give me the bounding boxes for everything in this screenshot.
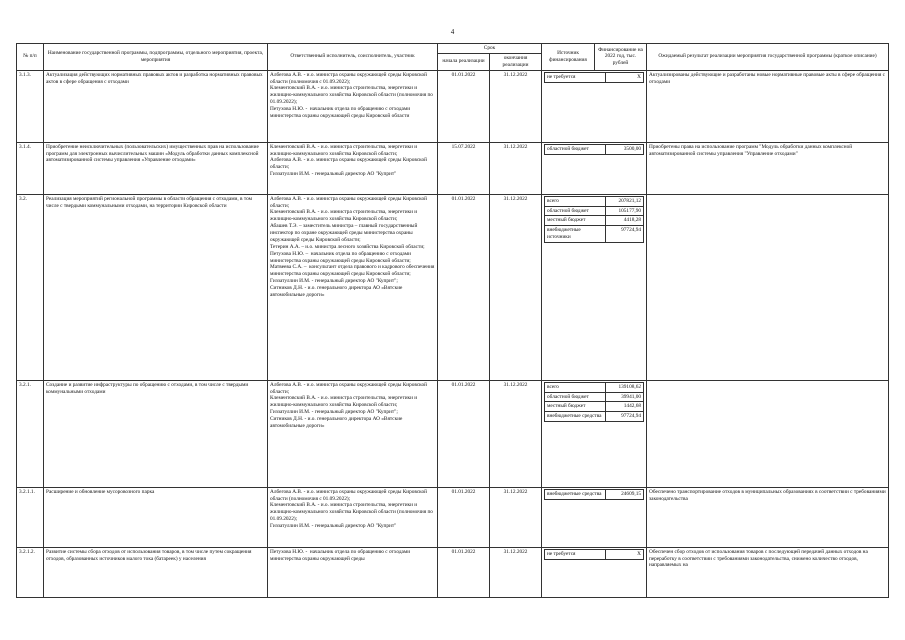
row-end-date: 31.12.2022 [490,194,542,380]
funding-table [544,382,644,423]
executor-line: Матвеева С.А. – консультант отдела правового и кадрового обеспечения министерства охраны окружающей среды Кировской области; [270,264,436,278]
row-executors [268,142,438,194]
funding-amount: 24609,15 [606,489,644,499]
row-result: Обеспечено транспортирование отходов в муниципальных образованиях в соответствии с требованиями законодательства [647,487,889,547]
row-end-date: 31.12.2022 [490,70,542,142]
row-name: Создание и развитие инфраструктуры по обращению с отходами, в том числе с твердыми коммунальными отходами [44,380,268,487]
funding-amount: 139108,62 [606,382,644,392]
program-table [16,43,889,598]
header-term: Срок [438,44,542,54]
page-number: 4 [450,28,455,36]
row-funding [542,142,647,194]
row-start-date: 15.07.2022 [438,142,490,194]
executor-line: Клементовский В.А. - и.о. министра строительства, энергетики и жилищно-коммунального хозяйства Кировской области; [270,395,419,409]
funding-line [545,382,644,392]
funding-amount: 39941,00 [606,392,644,402]
funding-source: областной бюджет [545,144,606,154]
table-row [17,547,889,597]
funding-line [545,392,644,402]
row-name: Развитие системы сбора отходов от использования товаров, в том числе путем сокращения отходов, образованных источников малого тока (батареек) у населения [44,547,268,597]
header-executor: Ответственный исполнитель, соисполнитель, участник [268,44,438,71]
row-end-date: 31.12.2022 [490,547,542,597]
funding-source: местный бюджет [545,216,606,226]
row-number: 3.1.3. [17,70,44,142]
funding-table [544,196,644,243]
row-executors [268,487,438,547]
funding-source: внебюджетные средства [545,489,606,499]
table-row [17,70,889,142]
header-num: № п/п [17,44,44,71]
table-row [17,487,889,547]
funding-line [545,206,644,216]
funding-line [545,216,644,226]
executor-line: Петухова Н.Ю. – начальник отдела по обращению с отходами министерства охраны окружающей среды Кировской области; [270,250,413,264]
row-start-date: 01.01.2022 [438,487,490,547]
row-executors [268,547,438,597]
funding-source: внебюджетные источники [545,226,606,243]
funding-table [544,489,644,500]
row-result: Актуализированы действующие и разработаны новые нормативные правовые акты в сфере обращения с отходами [647,70,889,142]
header-start: начала реализации [438,53,490,70]
row-start-date: 01.01.2022 [438,194,490,380]
executor-line: Тетерин А.А. – и.о. министра лесного хозяйства Кировской области; [270,243,425,250]
header-name: Наименование государственной программы, подпрограммы, отдельного мероприятия, проекта, мероприятия [44,44,268,71]
row-number: 3.2.1.2. [17,547,44,597]
row-number: 3.1.4. [17,142,44,194]
funding-line [545,412,644,422]
funding-amount: 97724,94 [606,412,644,422]
row-name: Расширение и обновление мусоровозного парка [44,487,268,547]
funding-source: внебюджетные средства [545,412,606,422]
executor-line: Албегова А.В. - и.о. министра охраны окружающей среды Кировской области; [270,195,429,209]
row-funding [542,487,647,547]
funding-amount: 207821,12 [606,196,644,206]
funding-source: не требуется [545,549,606,559]
executor-line: Албегова А.В. - и.о. министра охраны окружающей среды Кировской области; [270,381,429,395]
executor-line: Ситников Д.Н. - и.о. генерального директора АО «Вятские автомобильные дороги» [270,416,404,429]
funding-line [545,226,644,243]
executor-line: Албегова А.В. - и.о. министра охраны окружающей среды Кировской области; [270,157,429,171]
row-result: Приобретены права на использование программ "Модуль обработки данных комплексной автоматизированной системы управления "Управление отходами" [647,142,889,194]
row-name: Актуализация действующих нормативных правовых актов и разработка нормативных правовых актов в сфере обращения с отходами [44,70,268,142]
header-funding: Финансирование на 2022 год, тыс. рублей [595,44,647,71]
funding-source: всего [545,382,606,392]
funding-line [545,72,644,82]
funding-amount: 105177,90 [606,206,644,216]
funding-amount: 3500,00 [606,144,644,154]
table-row [17,194,889,380]
row-number: 3.2.1.1. [17,487,44,547]
funding-table [544,549,644,560]
executor-line: Гиззатуллин И.М. - генеральный директор АО "Куприт"; [270,409,398,416]
executor-line: Петухова Н.Ю. - начальник отдела по обращению с отходами министерства охраны окружающей среды Кировской области [270,106,412,119]
funding-line [545,196,644,206]
funding-table [544,144,644,155]
row-result: Обеспечен сбор отходов от использования товаров с последующей передачей данных отходов на переработку в соответствии с требованиями законодательства, снижено количество отходов, направляемых на [647,547,889,597]
executor-line: Клементовский В.А. - и.о. министра строительства, энергетики и жилищно-коммунального хозяйства Кировской области (полномочия по 01.09.2022); [270,85,435,106]
row-end-date: 31.12.2022 [490,142,542,194]
funding-source: не требуется [545,72,606,82]
executor-line: Гиззатуллин И.М. - генеральный директор АО "Куприт" [270,171,397,178]
header-end: окончания реализации [490,53,542,70]
row-start-date: 01.01.2022 [438,70,490,142]
row-name: Приобретение неисключительных (пользовательских) имущественных прав на использование программ для электронных вычислительных машин «Модуль обработки данных комплексной автоматизированной системы управления «Управление отходами» [44,142,268,194]
header-source: Источник финансирования [542,44,595,71]
row-funding [542,70,647,142]
executor-line: Гиззатуллин И.М. - генеральный директор АО "Куприт" [270,523,397,529]
row-end-date: 31.12.2022 [490,487,542,547]
row-executors [268,194,438,380]
executor-line: Клементовский В.А. - и.о. министра строительства, энергетики и жилищно-коммунального хозяйства Кировской области (полномочия по 01.09.2022); [270,502,435,523]
executor-line: Петухова Н.Ю. - начальник отдела по обращению с отходами министерства охраны окружающей среды [270,548,412,562]
funding-source: местный бюджет [545,402,606,412]
row-funding [542,194,647,380]
executor-line: Клементовский В.А. - и.о. министра строительства, энергетики и жилищно-коммунального хозяйства Кировской области; [270,209,419,223]
row-executors [268,380,438,487]
executor-line: Ситников Д.Н. - и.о. генерального директора АО «Вятские автомобильные дороги» [270,285,404,298]
funding-amount: 4418,28 [606,216,644,226]
funding-table [544,72,644,83]
funding-line [545,549,644,559]
row-start-date: 01.01.2022 [438,547,490,597]
funding-amount: X [606,72,644,82]
row-number: 3.2. [17,194,44,380]
funding-amount: 97724,94 [606,226,644,243]
funding-line [545,489,644,499]
row-result [647,380,889,487]
funding-source: областной бюджет [545,206,606,216]
table-row [17,380,889,487]
row-start-date: 01.01.2022 [438,380,490,487]
executor-line: Абашев Т.Э. – заместитель министра – главный государственный инспектор по охране окружающей среды министерства охраны окружающей среды Кировской области; [270,223,419,243]
header-row [17,44,889,54]
funding-amount: X [606,549,644,559]
funding-source: областной бюджет [545,392,606,402]
header-result: Ожидаемый результат реализации мероприятия государственной программы (краткое описание) [647,44,889,71]
executor-line: Гиззатуллин И.М. - генеральный директор АО "Куприт"; [270,278,398,285]
executor-line: Албегова А.В. - и.о. министра охраны окружающей среды Кировской области (полномочия с 01.09.2022); [270,488,429,502]
executor-line: Албегова А.В. - и.о. министра охраны окружающей среды Кировской области (полномочия с 01.09.2022); [270,71,429,85]
funding-amount: 1442,68 [606,402,644,412]
table-row [17,142,889,194]
funding-line [545,402,644,412]
funding-line [545,144,644,154]
executor-line: Клементовский В.А. - и.о. министра строительства, энергетики и жилищно-коммунального хозяйства Кировской области; [270,143,419,157]
row-result [647,194,889,380]
row-end-date: 31.12.2022 [490,380,542,487]
funding-source: всего [545,196,606,206]
row-funding [542,547,647,597]
row-name: Реализация мероприятий региональной программы в области обращения с отходами, в том числе с твердыми коммунальными отходами, на территории Кировской области [44,194,268,380]
row-executors [268,70,438,142]
row-funding [542,380,647,487]
row-number: 3.2.1. [17,380,44,487]
